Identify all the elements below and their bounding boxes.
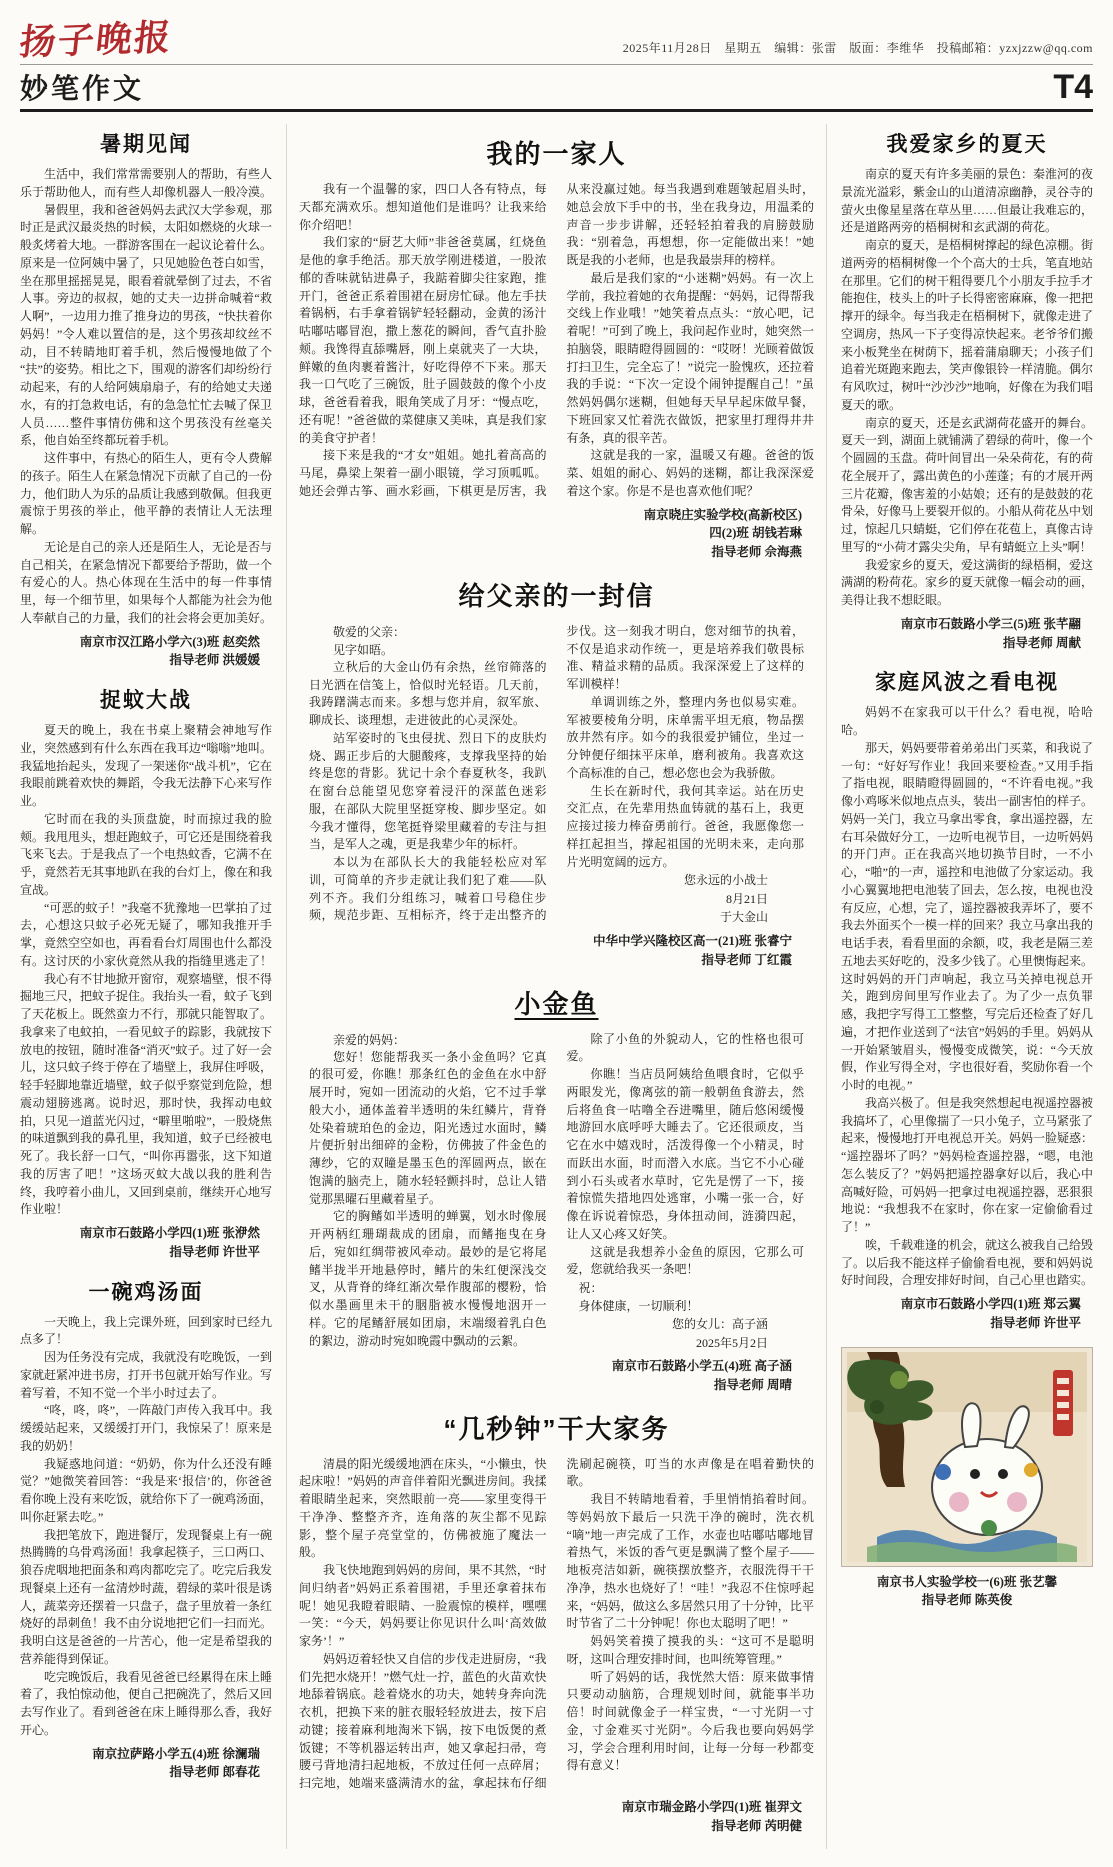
paragraph: 我高兴极了。但是我突然想起电视遥控器被我搞坏了，心里像揣了一只小兔子，立马紧张了起来，慢慢地打开电视总开关。妈妈一脸疑惑：“遥控器坏了吗？”妈妈检查遥控器，“嗯，电池怎么装反了？”妈妈把遥控器拿好以后，我心中高喊好险，可妈妈一把拿过电视遥控器，恶狠狠地说：“我想我不在家时，你在家一定偷偷看过了！”	[841, 1095, 1094, 1234]
byline-line: 四(2)班 胡钱若琳	[709, 526, 802, 541]
paragraph: 我把笔放下，跑进餐厅，发现餐桌上有一碗热腾腾的乌骨鸡汤面！我拿起筷子，三口两口、狼吞虎咽地把面条和鸡肉都吃完了。吃完后我发现餐桌上还有一盆清炒时蔬，碧绿的菜叶很是诱人，蔬菜旁还摆着一只盘子，盘子里放着一条红烧好的昂刺鱼！我不由分说地把它们一扫而光。我明白这是爸爸的一片苦心，他一定是希望我的营养能得到保证。	[20, 1527, 273, 1666]
article-letter-to-father	[299, 576, 814, 970]
paragraph: 妈妈迈着轻快又自信的步伐走进厨房，“我们先把水烧开！”燃气灶一拧，蓝色的火苗欢快地舔着锅底。趁着烧水的功夫，她转身奔向洗衣机，把换下来的脏衣服轻轻放进去，按下启动键；接着麻利地淘米下锅，按下电饭煲的煮饭键；不等机器运转出声，她又拿起扫帚，弯腰弓背地清扫起地板，不放过任何一点碎屑；扫完地，她端来盛满清水的盆，拿起抹布仔细洗刷起碗筷，叮当的水声像是在唱着勤快的歌。	[299, 1456, 814, 1791]
paragraph: 我目不转睛地看着，手里悄悄掐着时间。等妈妈放下最后一只洗干净的碗时，洗衣机“嘀”地一声完成了工作，水壶也咕嘟咕嘟地冒着热气，米饭的香气更是飘满了整个屋子——地板亮洁如新，碗筷摆放整齐，衣服洗得干干净净，热水也烧好了！“哇！”我忍不住惊呼起来，“妈妈，做这么多居然只用了十分钟，比平时节省了二十分钟呢！你也太聪明了吧！”	[566, 1492, 814, 1631]
article-title: 小金鱼	[514, 988, 599, 1019]
signoff-line: 您的女儿：高子涵	[671, 1317, 768, 1332]
artwork-caption	[841, 1573, 1093, 1611]
article-summer-sights	[20, 128, 272, 670]
article-my-family	[299, 134, 814, 562]
header-divider-thick	[20, 109, 1093, 112]
paragraph: 暑假里，我和爸爸妈妈去武汉大学参观，那时正是武汉最炎热的时候，太阳如燃烧的火球一般炙烤着大地。一群游客围在一起议论着什么。原来是一位阿姨中暑了，只见她脸色苍白如雪，坐在那里摇摇晃晃，眼看着就晕倒了过去，不省人事。旁边的叔叔，她的丈夫一边拼命喊着“救人啊”，一边用力推了推身边的男孩，“快扶着你妈妈！”令人难以置信的是，这个男孩却纹丝不动，目不转睛地盯着手机，然后慢慢地做了个“扶”的姿势。相比之下，围观的游客们却纷纷行动起来，有的人给阿姨扇扇子，有的给她丈夫递水，有的打急救电话，有的急急忙忙去喊了保卫人员……整件事情仿佛和这个男孩没有丝毫关系，他自始至终都玩着手机。	[20, 202, 273, 448]
wish-label: 祝：	[578, 1281, 603, 1296]
article-chicken-noodles	[20, 1276, 272, 1783]
byline-line: 南京市瑞金路小学四(1)班 崔羿文	[621, 1799, 802, 1814]
article-body	[20, 1314, 272, 1740]
byline-line: 指导老师 周献	[1002, 635, 1081, 650]
paragraph: 清晨的阳光缓缓地洒在床头，“小懒虫，快起床啦！”妈妈的声音伴着阳光飘进房间。我揉着眼睛坐起来，突然眼前一亮——家里变得干干净净、整整齐齐，连角落的灰尘都不见踪影，整个屋子亮堂堂的，仿佛被施了魔法一般。	[299, 1456, 547, 1560]
letter-salutation: 亲爱的妈妈：	[333, 1032, 406, 1047]
letter-salutation: 敬爱的父亲：	[333, 624, 406, 639]
byline	[299, 1798, 814, 1836]
paragraph: 本以为在部队长大的我能轻松应对军训，可简单的齐步走就让我们犯了难——队列不齐。我们分组练习，喊着口号稳住步频，规范步距、互相标齐，终于走出整齐的步伐。这一刻我才明白，您对细节的执着，不仅是追求动作统一，更是培养我们敬畏标准、精益求精的品质。我深深爱上了这样的军训模样！	[309, 623, 804, 923]
letter-wish	[567, 1279, 805, 1315]
section-row	[20, 65, 1093, 109]
paragraph: 南京的夏天，是梧桐树撑起的绿色凉棚。街道两旁的梧桐树像一个个高大的士兵，笔直地站在那里。它们的树干粗得要几个小朋友手拉手才能抱住，枝头上的叶子长得密密麻麻，像一把把撑开的绿伞。每当我走在梧桐树下，就像走进了空调房，热风一下子变得凉快起来。老爷爷们搬来小板凳坐在树荫下，摇着蒲扇聊天；小孩子们追着光斑跑来跑去，笑声像银铃一样清脆。偶尔有风吹过，树叶“沙沙沙”地响，好像在为我们唱夏天的歌。	[841, 238, 1094, 412]
letter-opening: 见字如晤。	[333, 642, 394, 657]
page-body	[20, 124, 1093, 1849]
paragraph: 你瞧！当店员阿姨给鱼喂食时，它似乎两眼发光，像离弦的箭一般朝鱼食游去，然后将鱼食一咕噜全吞进嘴里，随后悠闲缓慢地游回水底呼呼大睡去了。它还很顽皮，当它在水中嬉戏时，活泼得像一个小精灵，时而跃出水面，时而潜入水底。当它不小心碰到小石头或者水草时，它先是愣了一下，接着惊慌失措地四处逃窜，小嘴一张一合，好像在诉说着惊恐，身体扭动间，涟漪四起，让人又心疼又好笑。	[566, 1067, 804, 1241]
paragraph: 南京的夏天有许多美丽的景色：秦淮河的夜景流光溢彩，紫金山的山道清凉幽静，灵谷寺的萤火虫像星星落在草丛里……但最让我难忘的，还是道路两旁的梧桐树和玄武湖的荷花。	[841, 167, 1094, 235]
paragraph: 站军姿时的飞虫侵扰、烈日下的皮肤灼烧、踢正步后的大腿酸疼，支撑我坚持的始终是您的背影。犹记十余个春夏秋冬，我趴在窗台总能望见您穿着浸汗的深蓝色迷彩服，在部队大院里坚挺穿梭、脚步坚定。如今我才懂得，您笔挺脊梁里藏着的专注与担当，是军人之魂，更是我辈少年的标杆。	[309, 730, 547, 852]
paragraph: 这就是我想养小金鱼的原因，它那么可爱，您就给我买一条吧！	[566, 1244, 804, 1277]
paragraph: 吃完晚饭后，我看见爸爸已经累得在床上睡着了，我怕惊动他，便自己把碗洗了，然后又回去写作业了。看到爸爸在床上睡得那么香，我好开心。	[20, 1669, 273, 1737]
byline	[20, 633, 272, 671]
letter-signoff	[567, 1315, 805, 1352]
letter-body	[309, 623, 804, 927]
caption-line: 南京书人实验学校一(6)班 张艺馨	[876, 1574, 1058, 1589]
paragraph: 接下来是我的“才女”姐姐。她扎着高高的马尾，鼻梁上架着一副小眼镜，学习顶呱呱。她还会弹古筝、画水彩画，下棋更是厉害，我从来没赢过她。每当我遇到难题皱起眉头时，她总会放下手中的书，坐在我身边，用温柔的声音一步步讲解，还轻轻拍着我的肩膀鼓励我：“别着急，再想想，你一定能做出来！”她既是我的小老师，也是我最崇拜的榜样。	[299, 182, 814, 498]
byline-line: 指导老师 许世平	[990, 1315, 1081, 1330]
article-body	[299, 181, 814, 501]
byline	[20, 1224, 272, 1262]
byline	[841, 1295, 1093, 1333]
paragraph: 生活中，我们常常需要别人的帮助，有些人乐于帮助他人，而有些人却像机器人一般冷漠。	[20, 167, 273, 199]
article-title: 捉蚊大战	[100, 689, 192, 712]
article-body	[299, 1456, 814, 1793]
byline-line: 南京市石鼓路小学三(5)班 张芊翮	[900, 616, 1081, 631]
column-middle	[286, 124, 827, 1849]
paragraph: 除了小鱼的外貌动人，它的性格也很可爱。	[566, 1031, 804, 1064]
byline-line: 南京拉萨路小学五(4)班 徐澜瑞	[92, 1746, 260, 1761]
article-title: “几秒钟”干大家务	[443, 1413, 670, 1444]
byline-line: 南京晓庄实验学校(高新校区)	[643, 507, 802, 522]
paragraph: 它的胸鳍如半透明的蝉翼，划水时像展开两柄红珊瑚裁成的团扇，而鳍拖曳在身后，宛如红绸带被风牵动。最妙的是它将尾鳍半拢半开地悬停时，鳍片的朱红便深浅交叉，从背脊的绛红渐次晕作腹部的樱粉，恰似水墨画里未干的胭脂被水慢慢地洇开一样。它的尾鳍舒展如团扇，末端缀着乳白色的絮边，游动时宛如晚霞中飘动的云絮。	[309, 1209, 547, 1348]
byline-line: 指导老师 佘海燕	[711, 545, 802, 559]
byline-line: 指导老师 许世平	[169, 1244, 260, 1259]
masthead	[17, 14, 1093, 64]
byline	[309, 932, 804, 970]
article-body	[841, 166, 1093, 610]
signoff-line: 8月21日	[725, 891, 768, 906]
paragraph: 南京的夏天，还是玄武湖荷花盛开的舞台。夏天一到，湖面上就铺满了碧绿的荷叶，像一个个圆圆的玉盘。荷叶间冒出一朵朵荷花，有的荷花全展开了，露出黄色的小莲蓬；有的才展开两三片花瓣，像害羞的小姑娘；还有的是鼓鼓的花骨朵，好像马上要裂开似的。小船从荷花丛中划过，惊起几只蜻蜓，它们停在花苞上，真像古诗里写的“小荷才露尖尖角，早有蜻蜓立上头”啊！	[841, 415, 1094, 554]
paragraph: 因为任务没有完成，我就没有吃晚饭，一到家就赶紧冲进书房，打开书包就开始写作业。写着写着，不知不觉一个半小时过去了。	[20, 1350, 273, 1400]
article-title: 一碗鸡汤面	[88, 1280, 204, 1304]
wish-text: 身体健康，一切顺利！	[578, 1299, 699, 1314]
article-body	[20, 722, 272, 1219]
byline	[841, 615, 1093, 653]
dateline: 2025年11月28日 星期五 编辑：张雷 版面：李维华 投稿邮箱：yzxjzzw@qq.com	[622, 41, 1093, 55]
page-number: T4	[1053, 67, 1093, 106]
byline-line: 指导老师 丁红霞	[701, 952, 792, 967]
signoff-line: 于大金山	[719, 910, 768, 925]
byline	[309, 1357, 804, 1395]
signoff-line: 2025年5月2日	[695, 1335, 768, 1350]
article-body	[20, 166, 272, 628]
paragraph: 无论是自己的亲人还是陌生人，无论是否与自己相关，在紧急情况下都要给予帮助，做一个有爱心的人。热心体现在生活中的每一件事情里，每一个细节里，如果每个人都能为社会为他人奉献自己的力量，我们的社会将会更加美好。	[20, 539, 273, 625]
paragraph: 这就是我的一家，温暖又有趣。爸爸的饭菜、姐姐的耐心、妈妈的迷糊，都让我深深爱着这个家。你是不是也喜欢他们呢？	[566, 448, 814, 498]
byline-line: 中华中学兴隆校区高一(21)班 张睿宁	[593, 934, 792, 949]
article-tv-trouble	[841, 666, 1093, 1332]
paragraph: 我爱家乡的夏天，爱这满街的绿梧桐，爱这满湖的粉荷花。家乡的夏天就像一幅会动的画，美得让我不想眨眼。	[841, 557, 1094, 607]
article-title: 给父亲的一封信	[458, 580, 655, 611]
paragraph: 夏天的晚上，我在书桌上聚精会神地写作业，突然感到有什么东西在我耳边“嗡嗡”地叫。我猛地抬起头，发现了一架迷你“战斗机”，它在我眼前跳着欢快的舞蹈，令我无法静下心来写作业。	[20, 723, 273, 808]
article-body	[841, 704, 1093, 1290]
article-title: 我的一家人	[486, 139, 627, 169]
letter-signoff	[567, 871, 805, 927]
signoff-line: 您永远的小战士	[683, 873, 768, 888]
paragraph: 立秋后的大金山仍有余热，丝帘筛落的日光洒在信笺上，恰似时光轻语。几天前，我踌躇满志而来。多想与您并肩，叙军旅、聊成长、谈理想，走进彼此的心灵深处。	[309, 659, 547, 727]
paragraph: 我疑惑地问道：“奶奶，你为什么还没有睡觉？”她微笑着回答：“我是来‘报信’的，你爸爸看你晚上没有来吃饭，就给你下了一碗鸡汤面，叫你赶紧去吃。”	[20, 1456, 273, 1524]
paragraph: 我飞快地跑到妈妈的房间，果不其然，“时间归纳者”妈妈正系着围裙，手里还拿着抹布呢！她见我瞪着眼睛、一脸震惊的模样，嘿嘿一笑：“今天，妈妈要让你见识什么叫‘高效做家务’！”	[299, 1563, 547, 1649]
paragraph: 它时而在我的头顶盘旋，时而掠过我的脸颊。我甩甩头，想赶跑蚊子，可它还是围绕着我飞来飞去。于是我点了一个电热蚊香，它满不在乎，竟然若无其事地趴在我的台灯上，像在和我宣战。	[20, 811, 273, 897]
byline	[299, 506, 814, 562]
section-title: 妙笔作文	[20, 73, 145, 104]
paragraph: 听了妈妈的话，我恍然大悟：原来做事情只要动动脑筋，合理规划时间，就能事半功倍！时间就像金子一样宝贵，“一寸光阴一寸金，寸金难买寸光阴”。今后我也要向妈妈学习，学会合理利用时间，让每一分每一秒都变得有意义！	[566, 1669, 814, 1773]
caption-line: 指导老师 陈英俊	[921, 1593, 1013, 1608]
byline-line: 南京市汉江路小学六(3)班 赵奕然	[79, 634, 260, 649]
newspaper-logo: 扬子晚报	[17, 16, 175, 64]
paragraph: 生长在新时代，我何其幸运。站在历史交汇点，在先辈用热血铸就的基石上，我更应接过接力棒奋勇前行。爸爸，我愿像您一样扛起担当，撑起祖国的光明未来，走向那片光明宽阔的远方。	[566, 783, 804, 869]
paragraph: “咚，咚，咚”，一阵敲门声传入我耳中。我缓缓站起来，又缓缓打开门，我惊呆了！原来是我的奶奶！	[20, 1403, 273, 1453]
article-title: 暑期见闻	[100, 133, 192, 156]
article-title: 家庭风波之看电视	[875, 671, 1059, 695]
paragraph: 一天晚上，我上完课外班，回到家时已经九点多了！	[20, 1314, 273, 1347]
byline	[20, 1745, 272, 1783]
student-artwork	[841, 1347, 1093, 1567]
paragraph: 单调训练之外，整理内务也似易实难。军被要棱角分明，床单需平坦无痕，物品摆放井然有序。如今的我很爱护铺位，坐过一分钟便仔细抹平床单，磨利被角。我喜欢这个高标准的自己，想必您也会为我骄傲。	[566, 694, 804, 780]
paragraph: 妈妈笑着摸了摸我的头：“这可不是聪明呀，这叫合理安排时间，也叫统筹管理。”	[566, 1634, 814, 1666]
byline-line: 南京市石鼓路小学四(1)班 郑云翼	[900, 1297, 1081, 1311]
byline-line: 指导老师 芮明健	[711, 1818, 802, 1833]
paragraph: 我有一个温馨的家，四口人各有特点，每天都充满欢乐。想知道他们是谁吗？让我来给你介绍吧！	[299, 182, 547, 232]
column-left	[20, 124, 272, 1849]
byline-line: 指导老师 郎春花	[169, 1765, 260, 1780]
byline-line: 南京市石鼓路小学四(1)班 张洢然	[79, 1226, 260, 1240]
paragraph: 我们家的“厨艺大师”非爸爸莫属，红烧鱼是他的拿手绝活。那天放学刚进楼道，一股浓郁的香味就钻进鼻子，我踮着脚尖往家跑，推开门，爸爸正系着围裙在厨房忙碌。他左手扶着锅柄，右手拿着锅铲轻轻翻动，金黄的汤汁咕嘟咕嘟冒泡，撒上葱花的瞬间，香气直扑脸颊。我馋得直舔嘴唇，刚上桌就夹了一大块，鲜嫩的鱼肉裹着酱汁，好吃得停不下来。那天我一口气吃了三碗饭，肚子圆鼓鼓的像个小皮球，爸爸看着我，眼角笑成了月牙：“慢点吃，还有呢！”爸爸做的菜健康又美味，真是我们家的美食守护者！	[299, 235, 547, 445]
paragraph: 您好！您能帮我买一条小金鱼吗？它真的很可爱，你瞧！那条红色的金鱼在水中舒展开时，宛如一团流动的火焰，它不过手掌般大小，通体盖着半透明的朱红鳞片，背脊处染着琥珀色的金边，阳光透过水面时，鳞片便折射出细碎的金粉，仿佛披了件金色的薄纱，它的双瞳是墨玉色的浑圆两点，嵌在饱满的脑壳上，随水轻轻颤抖时，总让人错觉那黑曜石里藏着星子。	[309, 1049, 547, 1206]
byline-line: 指导老师 洪媛媛	[169, 653, 260, 668]
article-hometown-summer	[841, 128, 1093, 652]
paragraph: 这件事中，有热心的陌生人，更有令人费解的孩子。陌生人在紧急情况下贡献了自己的一份力，他们助人为乐的品质让我感到敬佩。但我更震惊于男孩的举止，他平静的表情让人无法理解。	[20, 451, 273, 536]
paragraph: 唉，千载难逢的机会，就这么被我自己给毁了。以后我不能这样子偷偷看电视，要和妈妈说好时间段，合理安排好时间，自己心里也踏实。	[841, 1237, 1094, 1288]
article-goldfish	[299, 984, 814, 1395]
article-chores-seconds	[299, 1409, 814, 1836]
byline-line: 指导老师 周晴	[713, 1377, 792, 1392]
column-right	[841, 124, 1093, 1849]
paragraph: 我心有不甘地掀开窗帘，观察墙壁，恨不得掘地三尺，把蚊子捉住。我抬头一看，蚊子飞到了天花板上。既然蛮力不行，那就只能智取了。我拿来了电蚊拍，一看见蚊子的踪影，我就按下放电的按钮，随时准备“消灭”蚊子。过了好一会儿，这只蚊子终于停在了墙壁上，我屏住呼吸，轻手轻脚地靠近墙壁，蚊子似乎察觉到危险，想震动翅膀逃离。说时迟，那时快，我挥动电蚊拍，只见一道蓝光闪过，“噼里啪啦”，一股烧焦的味道飘到我的鼻孔里，我知道，蚊子已经被电死了。我长舒一口气，“叫你再嚣张，这下知道我的厉害了吧！”这场灭蚊大战以我的胜利告终，我哼着小曲儿，又回到桌前，继续开心地写作业啦！	[20, 971, 273, 1217]
artwork-image	[846, 1352, 1088, 1562]
paragraph: 那天，妈妈要带着弟弟出门买菜，和我说了一句：“好好写作业！我回来要检查。”又用手指了指电视，眼睛瞪得圆圆的，“不许看电视。”我像小鸡啄米似地点点头，装出一副害怕的样子。妈妈一关门，我立马拿出零食，拿出遥控器，左右耳朵做好分工，一边听电视节目，一边听妈妈的开门声。正在我高兴地切换节目时，一不小心，“啪”的一声，遥控和电池做了分家运动。我小心翼翼地把电池装了回去，怎么按，电视也没有反应，心想，完了，遥控器被我弄坏了，要不我去外面买个一模一样的回来？我立马拿出我的电话手表，看看里面的余额，哎，我老是隔三差五地去买好吃的，没多少钱了。心里懊悔起来。这时妈妈的开门声响起，我立马关掉电视总开关，跑到房间里写作业去了。为了少一点负罪感，我把字写得工工整整，写完后还检查了好几遍，才把作业送到了“法官”妈妈的手里。妈妈从一开始紧皱眉头，慢慢变成微笑，说：“今天放假，作业写得全对，字也很好看，奖励你看一个小时的电视。”	[841, 740, 1094, 1092]
paragraph: 最后是我们家的“小迷糊”妈妈。有一次上学前，我拉着她的衣角提醒：“妈妈，记得帮我交线上作业哦！”她笑着点点头：“放心吧，记着呢！”可到了晚上，我问起作业时，她突然一拍脑袋，眼睛瞪得圆圆的：“哎呀！光顾着做饭打扫卫生，完全忘了！”说完一脸愧疚，还拉着我的手说：“下次一定设个闹钟提醒自己！”虽然妈妈偶尔迷糊，但她每天早早起床做早餐，下班回家又忙着洗衣做饭，把家里打理得井井有条，真的很辛苦。	[566, 270, 814, 445]
article-title: 我爱家乡的夏天	[886, 133, 1048, 156]
byline-line: 南京市石鼓路小学五(4)班 高子涵	[611, 1359, 792, 1374]
letter-body	[309, 1031, 804, 1353]
paragraph: “可恶的蚊子！”我毫不犹豫地一巴掌拍了过去，心想这只蚊子必死无疑了，哪知我推开手掌，竟然空空如也，再看看台灯周围也什么都没有。这讨厌的小家伙竟然从我的指缝里逃走了！	[20, 900, 273, 968]
paragraph: 妈妈不在家我可以干什么？看电视，哈哈哈。	[841, 705, 1093, 737]
article-mosquito-battle	[20, 684, 272, 1262]
